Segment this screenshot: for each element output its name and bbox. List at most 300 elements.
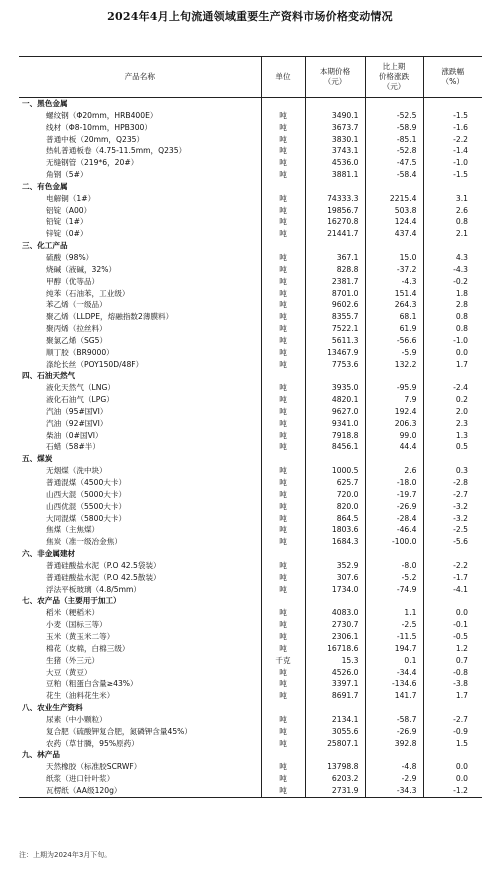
price-cell: 2306.1: [305, 631, 365, 643]
unit-cell: 吨: [261, 169, 305, 181]
price-cell: 4536.0: [305, 157, 365, 169]
price-cell: 1684.3: [305, 536, 365, 548]
category-row: [19, 98, 482, 110]
unit-cell: 吨: [261, 110, 305, 122]
pct-cell: 4.3: [423, 252, 482, 264]
price-cell: 625.7: [305, 477, 365, 489]
category-row: [19, 595, 482, 607]
category-row: [19, 548, 482, 560]
category-row: [19, 453, 482, 465]
price-cell: 13467.9: [305, 347, 365, 359]
table-row: [19, 477, 482, 489]
page-title: 2024年4月上旬流通领域重要生产资料市场价格变动情况: [107, 10, 393, 23]
change-cell: -34.3: [365, 785, 423, 797]
empty-cell: [261, 595, 305, 607]
empty-cell: [305, 240, 365, 252]
table-row: [19, 228, 482, 240]
footnote: 注：上期为2024年3月下旬。: [19, 851, 112, 859]
product-name-cell: 线材（Φ8-10mm，HPB300）: [46, 122, 152, 132]
unit-cell: 吨: [261, 323, 305, 335]
product-name-cell: 浮法平板玻璃（4.8/5mm）: [46, 584, 142, 594]
change-cell: 0.1: [365, 655, 423, 667]
table-row: [19, 785, 482, 797]
category-label: 二、有色金属: [22, 181, 68, 191]
product-name-cell: 铝锭（A00）: [46, 205, 92, 215]
pct-cell: -3.2: [423, 513, 482, 525]
pct-cell: 0.8: [423, 216, 482, 228]
empty-cell: [261, 240, 305, 252]
product-name-cell: 聚乙烯（LLDPE，熔融指数2薄膜料）: [46, 312, 174, 322]
empty-cell: [423, 240, 482, 252]
pct-cell: 0.0: [423, 761, 482, 773]
price-cell: 7522.1: [305, 323, 365, 335]
change-cell: -52.8: [365, 145, 423, 157]
change-cell: 15.0: [365, 252, 423, 264]
change-cell: -100.0: [365, 536, 423, 548]
change-cell: -95.9: [365, 382, 423, 394]
price-cell: 5611.3: [305, 335, 365, 347]
empty-cell: [305, 749, 365, 761]
category-row: [19, 240, 482, 252]
product-name-cell: 普通硅酸盐水泥（P.O 42.5散装）: [46, 572, 161, 582]
table-body: [19, 98, 482, 798]
price-cell: 16718.6: [305, 643, 365, 655]
table-row: [19, 465, 482, 477]
product-name-cell: 稻米（粳稻米）: [46, 608, 100, 618]
product-name-cell: 顺丁胶（BR9000）: [46, 347, 114, 357]
product-name-cell: 棉花（皮棉，白棉三级）: [46, 643, 130, 653]
category-label: 四、石油天然气: [22, 371, 76, 381]
product-name-cell: 生猪（外三元）: [46, 655, 100, 665]
product-name-cell: 天然橡胶（标准胶SCRWF）: [46, 762, 142, 772]
change-cell: -85.1: [365, 134, 423, 146]
pct-cell: 1.5: [423, 738, 482, 750]
table-row: [19, 607, 482, 619]
price-cell: 7918.8: [305, 430, 365, 442]
empty-cell: [365, 595, 423, 607]
change-cell: 132.2: [365, 359, 423, 371]
price-cell: 307.6: [305, 572, 365, 584]
empty-cell: [365, 240, 423, 252]
unit-cell: 吨: [261, 667, 305, 679]
change-cell: 7.9: [365, 394, 423, 406]
change-cell: 141.7: [365, 690, 423, 702]
product-name-cell: 苯乙烯（一级品）: [46, 300, 107, 310]
product-name-cell: 纯苯（石油苯，工业级）: [46, 288, 130, 298]
change-cell: -26.9: [365, 501, 423, 513]
empty-cell: [261, 548, 305, 560]
change-cell: -4.3: [365, 276, 423, 288]
unit-cell: 吨: [261, 205, 305, 217]
table-row: [19, 216, 482, 228]
unit-cell: 吨: [261, 785, 305, 797]
pct-cell: -4.3: [423, 264, 482, 276]
empty-cell: [423, 749, 482, 761]
pct-cell: 2.0: [423, 406, 482, 418]
category-row: [19, 181, 482, 193]
empty-cell: [365, 181, 423, 193]
unit-cell: 千克: [261, 655, 305, 667]
pct-cell: -0.2: [423, 276, 482, 288]
empty-cell: [261, 702, 305, 714]
change-cell: -58.7: [365, 714, 423, 726]
unit-cell: 吨: [261, 690, 305, 702]
price-cell: 9341.0: [305, 418, 365, 430]
product-name-cell: 烧碱（液碱，32%）: [46, 264, 117, 274]
pct-cell: -1.7: [423, 572, 482, 584]
table-row: [19, 560, 482, 572]
pct-cell: 0.0: [423, 773, 482, 785]
unit-cell: 吨: [261, 134, 305, 146]
unit-cell: 吨: [261, 276, 305, 288]
category-label: 七、农产品（主要用于加工）: [22, 596, 121, 606]
change-cell: -46.4: [365, 524, 423, 536]
price-cell: 367.1: [305, 252, 365, 264]
unit-cell: 吨: [261, 619, 305, 631]
unit-cell: 吨: [261, 252, 305, 264]
pct-cell: -0.5: [423, 631, 482, 643]
product-name-cell: 液化天然气（LNG）: [46, 383, 115, 393]
price-cell: 4820.1: [305, 394, 365, 406]
price-cell: 4526.0: [305, 667, 365, 679]
unit-cell: 吨: [261, 714, 305, 726]
price-cell: 2730.7: [305, 619, 365, 631]
change-cell: -34.4: [365, 667, 423, 679]
price-cell: 352.9: [305, 560, 365, 572]
unit-cell: 吨: [261, 572, 305, 584]
header-name: 产品名称: [19, 57, 261, 98]
pct-cell: 1.3: [423, 430, 482, 442]
unit-cell: 吨: [261, 157, 305, 169]
unit-cell: 吨: [261, 536, 305, 548]
price-cell: 6203.2: [305, 773, 365, 785]
product-name-cell: 焦煤（主焦煤）: [46, 525, 100, 535]
pct-cell: 3.1: [423, 193, 482, 205]
unit-cell: 吨: [261, 359, 305, 371]
price-cell: 7753.6: [305, 359, 365, 371]
category-row: [19, 702, 482, 714]
empty-cell: [261, 453, 305, 465]
product-name-cell: 花生（油料花生米）: [46, 691, 115, 701]
table-row: [19, 252, 482, 264]
empty-cell: [261, 98, 305, 110]
unit-cell: 吨: [261, 489, 305, 501]
table-row: [19, 773, 482, 785]
price-cell: 9602.6: [305, 299, 365, 311]
price-table: [19, 56, 482, 798]
product-name-cell: 豆粕（粗蛋白含量≥43%）: [46, 679, 138, 689]
change-cell: -18.0: [365, 477, 423, 489]
pct-cell: -1.0: [423, 157, 482, 169]
change-cell: 2215.4: [365, 193, 423, 205]
change-cell: 68.1: [365, 311, 423, 323]
table-row: [19, 276, 482, 288]
product-name-cell: 液化石油气（LPG）: [46, 395, 114, 405]
change-cell: -58.4: [365, 169, 423, 181]
header-change: 比上期 价格涨跌 （元）: [365, 57, 423, 98]
product-name-cell: 玉米（黄玉米二等）: [46, 631, 115, 641]
change-cell: 124.4: [365, 216, 423, 228]
header-pct: 涨跌幅 （%）: [423, 57, 482, 98]
change-cell: -134.6: [365, 678, 423, 690]
unit-cell: 吨: [261, 738, 305, 750]
empty-cell: [305, 98, 365, 110]
category-row: [19, 749, 482, 761]
price-cell: 2134.1: [305, 714, 365, 726]
unit-cell: 吨: [261, 726, 305, 738]
table-row: [19, 299, 482, 311]
pct-cell: 1.2: [423, 643, 482, 655]
table-row: [19, 145, 482, 157]
price-cell: 13798.8: [305, 761, 365, 773]
table-row: [19, 406, 482, 418]
empty-cell: [305, 181, 365, 193]
price-cell: 4083.0: [305, 607, 365, 619]
pct-cell: -0.8: [423, 667, 482, 679]
change-cell: 99.0: [365, 430, 423, 442]
table-row: [19, 288, 482, 300]
table-row: [19, 394, 482, 406]
product-name-cell: 普通中板（20mm，Q235）: [46, 134, 145, 144]
table-row: [19, 738, 482, 750]
price-cell: 25807.1: [305, 738, 365, 750]
product-name-cell: 汽油（92#国VI）: [46, 418, 108, 428]
table-row: [19, 631, 482, 643]
change-cell: -47.5: [365, 157, 423, 169]
pct-cell: -5.6: [423, 536, 482, 548]
change-cell: -28.4: [365, 513, 423, 525]
empty-cell: [423, 548, 482, 560]
table-row: [19, 643, 482, 655]
unit-cell: 吨: [261, 382, 305, 394]
unit-cell: 吨: [261, 145, 305, 157]
unit-cell: 吨: [261, 501, 305, 513]
price-cell: 9627.0: [305, 406, 365, 418]
change-cell: -56.6: [365, 335, 423, 347]
table-row: [19, 619, 482, 631]
product-name-cell: 山西大混（5000大卡）: [46, 489, 127, 499]
price-cell: 720.0: [305, 489, 365, 501]
pct-cell: -2.2: [423, 134, 482, 146]
unit-cell: 吨: [261, 761, 305, 773]
pct-cell: -1.5: [423, 169, 482, 181]
price-cell: 8701.0: [305, 288, 365, 300]
price-cell: 16270.8: [305, 216, 365, 228]
unit-cell: 吨: [261, 560, 305, 572]
table-row: [19, 430, 482, 442]
price-cell: 2731.9: [305, 785, 365, 797]
unit-cell: 吨: [261, 299, 305, 311]
category-label: 九、林产品: [22, 750, 60, 760]
table-row: [19, 311, 482, 323]
table-row: [19, 690, 482, 702]
table-row: [19, 441, 482, 453]
product-name-cell: 普通硅酸盐水泥（P.O 42.5袋装）: [46, 560, 161, 570]
empty-cell: [305, 548, 365, 560]
product-name-cell: 聚氯乙烯（SG5）: [46, 335, 108, 345]
unit-cell: 吨: [261, 607, 305, 619]
table-row: [19, 513, 482, 525]
price-cell: 3881.1: [305, 169, 365, 181]
pct-cell: -0.1: [423, 619, 482, 631]
table-row: [19, 584, 482, 596]
price-cell: 3743.1: [305, 145, 365, 157]
price-cell: 1803.6: [305, 524, 365, 536]
change-cell: 437.4: [365, 228, 423, 240]
table-row: [19, 714, 482, 726]
product-name-cell: 普通混煤（4500大卡）: [46, 478, 127, 487]
product-name-cell: 硫酸（98%）: [46, 252, 94, 262]
empty-cell: [423, 370, 482, 382]
pct-cell: -2.2: [423, 560, 482, 572]
product-name-cell: 纸浆（进口针叶浆）: [46, 774, 115, 784]
product-name-cell: 复合肥（硫酸钾复合肥，氮磷钾含量45%）: [46, 726, 192, 736]
product-name-cell: 涤纶长丝（POY150D/48F）: [46, 359, 144, 369]
pct-cell: -0.9: [423, 726, 482, 738]
unit-cell: 吨: [261, 418, 305, 430]
unit-cell: 吨: [261, 288, 305, 300]
category-label: 三、化工产品: [22, 241, 68, 251]
product-name-cell: 焦炭（准一级冶金焦）: [46, 537, 122, 547]
change-cell: -74.9: [365, 584, 423, 596]
product-name-cell: 聚丙烯（拉丝料）: [46, 324, 107, 334]
change-cell: -19.7: [365, 489, 423, 501]
pct-cell: 1.8: [423, 288, 482, 300]
pct-cell: -1.4: [423, 145, 482, 157]
change-cell: 206.3: [365, 418, 423, 430]
unit-cell: 吨: [261, 216, 305, 228]
change-cell: -2.5: [365, 619, 423, 631]
empty-cell: [261, 181, 305, 193]
unit-cell: 吨: [261, 193, 305, 205]
empty-cell: [423, 98, 482, 110]
change-cell: 61.9: [365, 323, 423, 335]
pct-cell: -2.5: [423, 524, 482, 536]
change-cell: -26.9: [365, 726, 423, 738]
pct-cell: 0.5: [423, 441, 482, 453]
product-name-cell: 小麦（国标三等）: [46, 620, 107, 630]
product-name-cell: 柴油（0#国VI）: [46, 430, 103, 440]
category-label: 六、非金属建材: [22, 549, 76, 559]
pct-cell: -2.4: [423, 382, 482, 394]
unit-cell: 吨: [261, 584, 305, 596]
empty-cell: [305, 370, 365, 382]
unit-cell: 吨: [261, 465, 305, 477]
table-row: [19, 122, 482, 134]
unit-cell: 吨: [261, 394, 305, 406]
price-cell: 3673.7: [305, 122, 365, 134]
product-name-cell: 角钢（5#）: [46, 170, 88, 180]
price-cell: 8355.7: [305, 311, 365, 323]
table-row: [19, 205, 482, 217]
price-cell: 2381.7: [305, 276, 365, 288]
pct-cell: 0.2: [423, 394, 482, 406]
product-name-cell: 汽油（95#国VI）: [46, 406, 108, 416]
empty-cell: [261, 370, 305, 382]
price-cell: 3397.1: [305, 678, 365, 690]
pct-cell: 0.7: [423, 655, 482, 667]
change-cell: 192.4: [365, 406, 423, 418]
unit-cell: 吨: [261, 513, 305, 525]
change-cell: -4.8: [365, 761, 423, 773]
pct-cell: -4.1: [423, 584, 482, 596]
empty-cell: [365, 749, 423, 761]
unit-cell: 吨: [261, 773, 305, 785]
category-row: [19, 370, 482, 382]
empty-cell: [365, 370, 423, 382]
change-cell: 2.6: [365, 465, 423, 477]
change-cell: -5.2: [365, 572, 423, 584]
change-cell: 264.3: [365, 299, 423, 311]
category-label: 八、农业生产资料: [22, 703, 83, 713]
unit-cell: 吨: [261, 643, 305, 655]
table-row: [19, 655, 482, 667]
table-row: [19, 726, 482, 738]
product-name-cell: 大豆（黄豆）: [46, 667, 92, 677]
pct-cell: 2.1: [423, 228, 482, 240]
price-cell: 21441.7: [305, 228, 365, 240]
price-cell: 74333.3: [305, 193, 365, 205]
pct-cell: 1.7: [423, 690, 482, 702]
pct-cell: -1.5: [423, 110, 482, 122]
product-name-cell: 无烟煤（洗中块）: [46, 466, 107, 476]
table-row: [19, 359, 482, 371]
pct-cell: -1.2: [423, 785, 482, 797]
table-row: [19, 264, 482, 276]
pct-cell: 2.3: [423, 418, 482, 430]
empty-cell: [365, 98, 423, 110]
empty-cell: [305, 453, 365, 465]
pct-cell: -3.2: [423, 501, 482, 513]
change-cell: 1.1: [365, 607, 423, 619]
unit-cell: 吨: [261, 524, 305, 536]
pct-cell: -2.7: [423, 489, 482, 501]
unit-cell: 吨: [261, 441, 305, 453]
product-name-cell: 锌锭（0#）: [46, 229, 88, 239]
unit-cell: 吨: [261, 335, 305, 347]
unit-cell: 吨: [261, 347, 305, 359]
unit-cell: 吨: [261, 264, 305, 276]
product-name-cell: 大同混煤（5800大卡）: [46, 513, 127, 523]
table-row: [19, 134, 482, 146]
table-row: [19, 323, 482, 335]
pct-cell: 0.3: [423, 465, 482, 477]
empty-cell: [305, 595, 365, 607]
price-cell: 1000.5: [305, 465, 365, 477]
pct-cell: -1.6: [423, 122, 482, 134]
unit-cell: 吨: [261, 228, 305, 240]
pct-cell: 0.0: [423, 347, 482, 359]
header-unit: 单位: [261, 57, 305, 98]
unit-cell: 吨: [261, 631, 305, 643]
category-label: 五、煤炭: [22, 454, 53, 464]
change-cell: 151.4: [365, 288, 423, 300]
unit-cell: 吨: [261, 122, 305, 134]
table-row: [19, 418, 482, 430]
table-row: [19, 193, 482, 205]
table-row: [19, 335, 482, 347]
price-cell: 820.0: [305, 501, 365, 513]
empty-cell: [365, 453, 423, 465]
header-price: 本期价格 （元）: [305, 57, 365, 98]
price-cell: 864.5: [305, 513, 365, 525]
price-cell: 1734.0: [305, 584, 365, 596]
product-name-cell: 无缝钢管（219*6，20#）: [46, 158, 139, 168]
product-name-cell: 铅锭（1#）: [46, 217, 88, 227]
change-cell: -37.2: [365, 264, 423, 276]
pct-cell: -1.0: [423, 335, 482, 347]
price-cell: 8691.7: [305, 690, 365, 702]
